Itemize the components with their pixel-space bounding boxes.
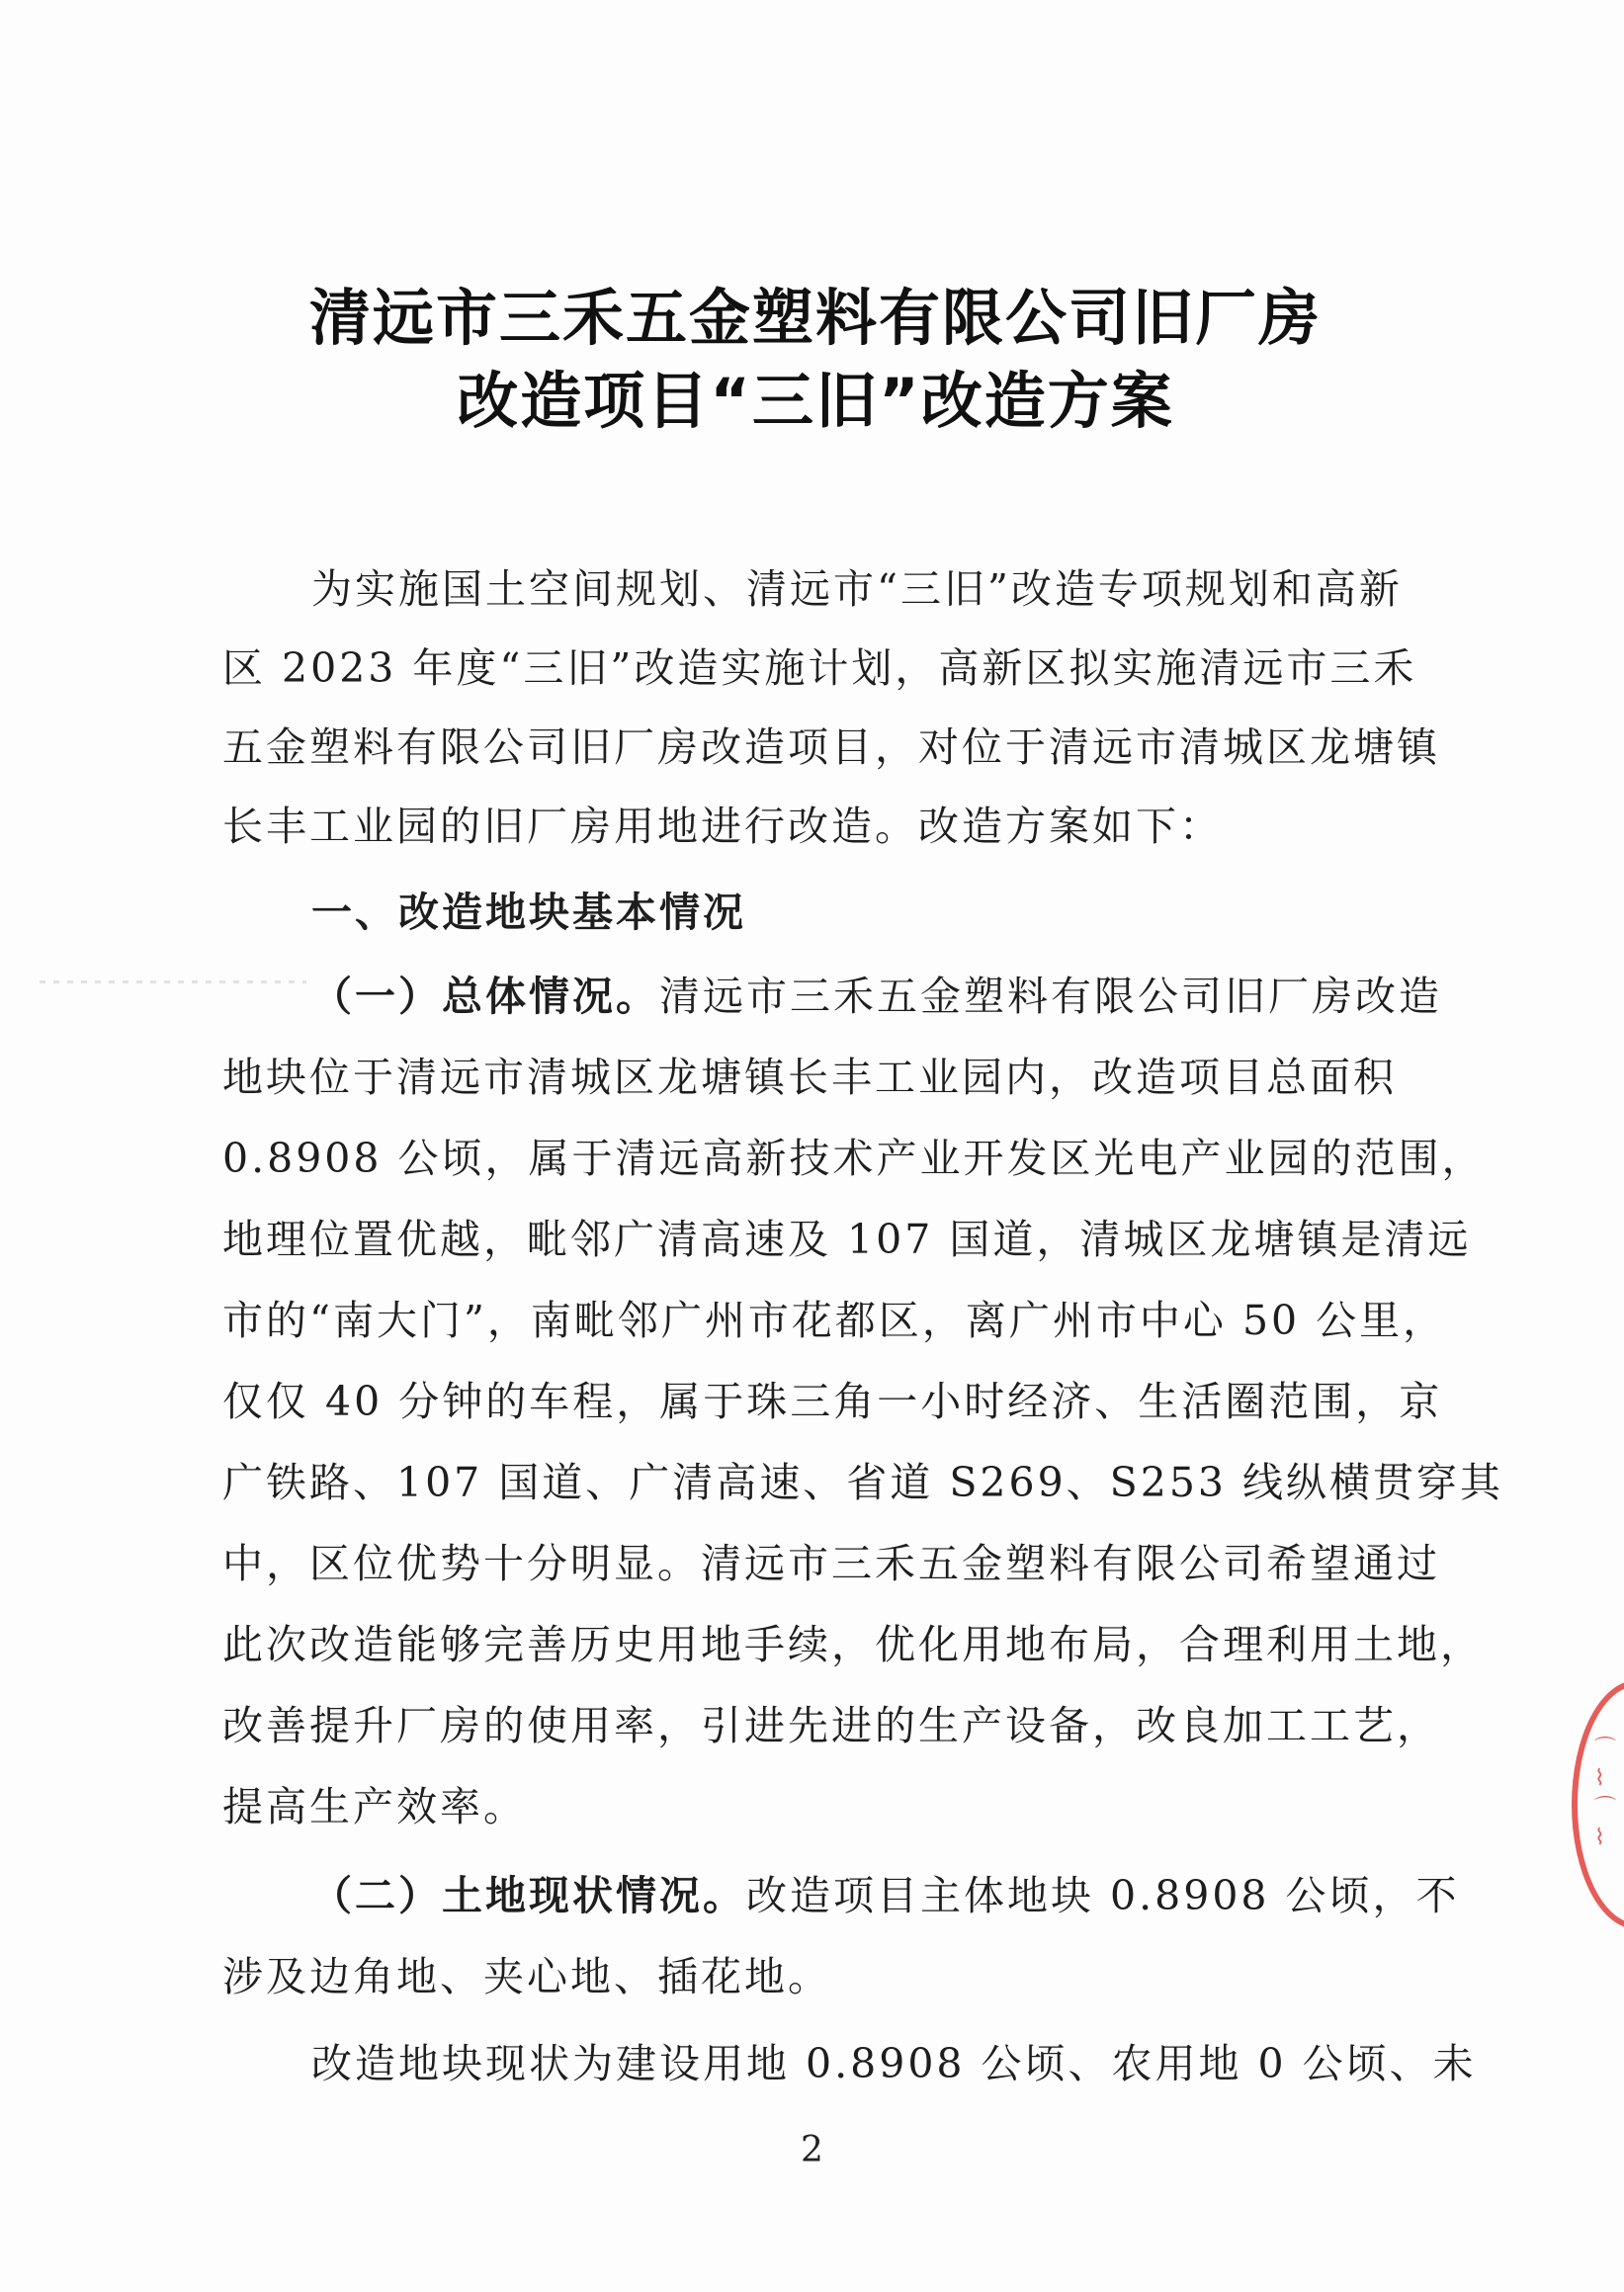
- page-number: 2: [801, 2130, 823, 2170]
- intro-line-1: 为实施国土空间规划、清远市“三旧”改造专项规划和高新: [311, 565, 1403, 613]
- sub1-label: （一）总体情况。: [311, 973, 659, 1020]
- seal-marks: ⌒ ⌇ ⌒ ⌇: [1594, 1737, 1617, 1850]
- sub1-first-text: 清远市三禾五金塑料有限公司旧厂房改造: [659, 973, 1442, 1020]
- section-heading: 一、改造地块基本情况: [311, 889, 746, 936]
- sub1-line: 广铁路、107 国道、广清高速、省道 S269、S253 线纵横贯穿其: [222, 1459, 1504, 1506]
- sub1-line: 此次改造能够完善历史用地手续，优化用地布局，合理利用土地，: [222, 1621, 1484, 1668]
- document-title: [222, 277, 1409, 443]
- sub2-first-line: [311, 1863, 1460, 1921]
- sub1-line: 改善提升厂房的使用率，引进先进的生产设备，改良加工工艺，: [222, 1702, 1440, 1749]
- sub1-line: 提高生产效率。: [222, 1783, 527, 1830]
- sub2-label: （二）土地现状情况。: [311, 1872, 746, 1919]
- title-line-2: 改造项目“三旧”改造方案: [457, 365, 1174, 437]
- sub1-line: 市的“南大门”，南毗邻广州市花都区，离广州市中心 50 公里，: [222, 1297, 1447, 1344]
- sub2-first-text: 改造项目主体地块 0.8908 公顷，不: [746, 1872, 1460, 1919]
- last-paragraph-line: 改造地块现状为建设用地 0.8908 公顷、农用地 0 公顷、未: [311, 2040, 1477, 2087]
- title-line-1: 清远市三禾五金塑料有限公司旧厂房: [308, 282, 1322, 354]
- sub1-line: 地块位于清远市清城区龙塘镇长丰工业园内，改造项目总面积: [222, 1054, 1397, 1101]
- sub1-line: 中，区位优势十分明显。清远市三禾五金塑料有限公司希望通过: [222, 1540, 1440, 1587]
- intro-line-3: 五金塑料有限公司旧厂房改造项目，对位于清远市清城区龙塘镇: [222, 723, 1440, 771]
- scan-smudge: [40, 980, 306, 983]
- sub2-line: 涉及边角地、夹心地、插花地。: [222, 1953, 831, 2000]
- intro-line-4: 长丰工业园的旧厂房用地进行改造。改造方案如下：: [222, 803, 1223, 850]
- sub1-line: 仅仅 40 分钟的车程，属于珠三角一小时经济、生活圈范围，京: [222, 1378, 1443, 1425]
- intro-line-2: 区 2023 年度“三旧”改造实施计划，高新区拟实施清远市三禾: [222, 644, 1417, 692]
- sub1-first-line: [311, 964, 1442, 1022]
- sub1-line: 0.8908 公顷，属于清远高新技术产业开发区光电产业园的范围，: [222, 1135, 1486, 1182]
- sub1-line: 地理位置优越，毗邻广清高速及 107 国道，清城区龙塘镇是清远: [222, 1216, 1472, 1263]
